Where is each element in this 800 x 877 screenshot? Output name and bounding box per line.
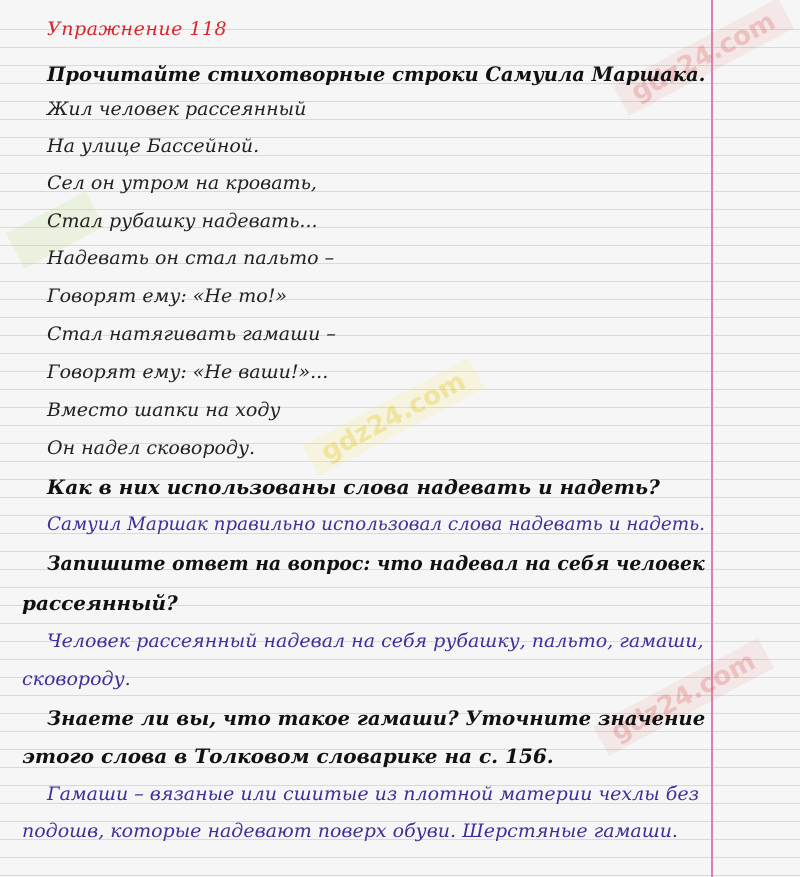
answer-3-line-1: Гамаши – вязаные или сшитые из плотной материи чехлы без [47, 783, 699, 805]
answer-1: Самуил Маршак правильно использовал слова надевать и надеть. [47, 513, 705, 535]
watermark: gdz24.com [303, 358, 484, 476]
poem-line: На улице Бассейной. [47, 135, 260, 157]
watermark: gdz24.com [593, 638, 774, 756]
answer-2-line-1: Человек рассеянный надевал на себя рубашку, пальто, гамаши, [47, 630, 704, 652]
poem-line: Говорят ему: «Не то!» [47, 285, 287, 307]
answer-3-line-2: подошв, которые надевают поверх обуви. Шерстяные гамаши. [22, 820, 678, 842]
poem-line: Стал рубашку надевать... [47, 210, 318, 232]
poem-line: Сел он утром на кровать, [47, 172, 317, 194]
question-1: Как в них использованы слова надевать и надеть? [47, 475, 660, 499]
answer-2-line-2: сковороду. [22, 668, 131, 690]
task-instruction: Прочитайте стихотворные строки Самуила Маршака. [47, 62, 706, 86]
question-3-line-2: этого слова в Толковом словарике на с. 156. [22, 744, 554, 768]
question-2-line-2: рассеянный? [22, 591, 178, 615]
poem-line: Надевать он стал пальто – [47, 247, 335, 269]
poem-line: Он надел сковороду. [47, 437, 256, 459]
poem-line: Говорят ему: «Не ваши!»... [47, 361, 329, 383]
question-3-line-1: Знаете ли вы, что такое гамаши? Уточните значение [47, 706, 706, 730]
poem-line: Стал натягивать гамаши – [47, 323, 336, 345]
margin-line [711, 0, 713, 877]
watermark: gdz24.com [613, 0, 794, 116]
question-2-line-1: Запишите ответ на вопрос: что надевал на себя человек [47, 551, 705, 575]
exercise-title: Упражнение 118 [47, 18, 228, 40]
poem-line: Жил человек рассеянный [47, 98, 307, 120]
poem-line: Вместо шапки на ходу [47, 399, 281, 421]
